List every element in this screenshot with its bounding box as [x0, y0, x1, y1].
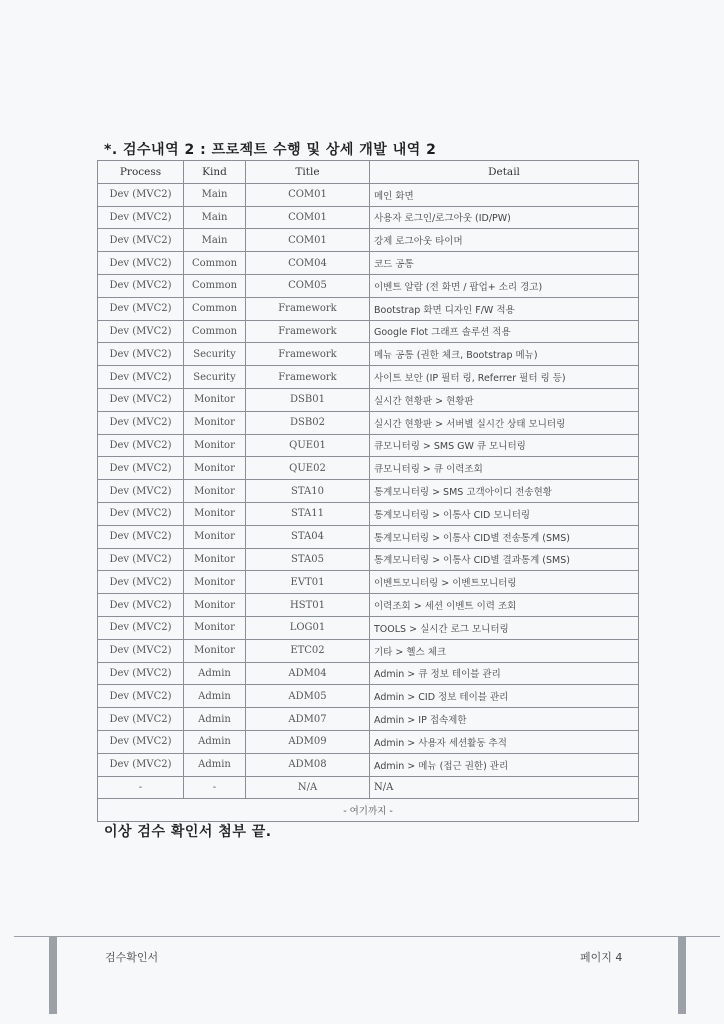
- table-row: [98, 183, 639, 206]
- cell-kind: Security: [184, 343, 246, 366]
- cell-kind: Monitor: [184, 616, 246, 639]
- cell-title: QUE01: [246, 434, 370, 457]
- cell-kind: Admin: [184, 730, 246, 753]
- cell-title: COM01: [246, 183, 370, 206]
- table-row: [98, 229, 639, 252]
- cell-detail: 사용자 로그인/로그아웃 (ID/PW): [370, 206, 639, 229]
- cell-kind: Security: [184, 366, 246, 389]
- cell-title: LOG01: [246, 616, 370, 639]
- cell-detail: 기타 > 헬스 체크: [370, 639, 639, 662]
- cell-title: DSB02: [246, 411, 370, 434]
- table-row: [98, 662, 639, 685]
- cell-detail: 메인 화면: [370, 183, 639, 206]
- table-row: [98, 548, 639, 571]
- end-note: - 여기까지 -: [98, 799, 639, 822]
- table-header-row: [98, 161, 639, 184]
- cell-process: Dev (MVC2): [98, 366, 184, 389]
- cell-kind: Main: [184, 183, 246, 206]
- cell-process: Dev (MVC2): [98, 457, 184, 480]
- cell-title: ADM05: [246, 685, 370, 708]
- table-row: [98, 411, 639, 434]
- cell-detail: 통계모니터링 > 이통사 CID별 결과통계 (SMS): [370, 548, 639, 571]
- cell-process: Dev (MVC2): [98, 320, 184, 343]
- cell-detail: 실시간 현황판 > 서버별 실시간 상태 모니터링: [370, 411, 639, 434]
- footer-document-name: 검수확인서: [105, 951, 159, 964]
- table-row: [98, 708, 639, 731]
- cell-process: Dev (MVC2): [98, 434, 184, 457]
- cell-title: ADM07: [246, 708, 370, 731]
- cell-kind: Common: [184, 274, 246, 297]
- cell-process: Dev (MVC2): [98, 274, 184, 297]
- cell-kind: Main: [184, 229, 246, 252]
- cell-kind: Admin: [184, 662, 246, 685]
- cell-detail: 큐모니터링 > SMS GW 큐 모니터링: [370, 434, 639, 457]
- cell-detail: TOOLS > 실시간 로그 모니터링: [370, 616, 639, 639]
- cell-title: COM05: [246, 274, 370, 297]
- cell-title: STA10: [246, 480, 370, 503]
- table-row: [98, 320, 639, 343]
- cell-process: Dev (MVC2): [98, 662, 184, 685]
- cell-title: ADM09: [246, 730, 370, 753]
- cell-process: Dev (MVC2): [98, 730, 184, 753]
- cell-process: Dev (MVC2): [98, 502, 184, 525]
- cell-detail: 강제 로그아웃 타이머: [370, 229, 639, 252]
- cell-title: ETC02: [246, 639, 370, 662]
- table-row: [98, 616, 639, 639]
- cell-kind: Monitor: [184, 594, 246, 617]
- section-title: *. 검수내역 2 : 프로젝트 수행 및 상세 개발 내역 2: [104, 142, 437, 158]
- cell-process: Dev (MVC2): [98, 685, 184, 708]
- cell-process: Dev (MVC2): [98, 343, 184, 366]
- header-kind: Kind: [184, 161, 246, 184]
- table-row: [98, 730, 639, 753]
- cell-title: QUE02: [246, 457, 370, 480]
- cell-title: EVT01: [246, 571, 370, 594]
- table-row: [98, 274, 639, 297]
- audit-detail-table: [97, 160, 639, 822]
- cell-kind: Monitor: [184, 457, 246, 480]
- cell-kind: Admin: [184, 685, 246, 708]
- cell-kind: Monitor: [184, 525, 246, 548]
- end-note-row: [98, 799, 639, 822]
- cell-process: Dev (MVC2): [98, 229, 184, 252]
- table-row: [98, 297, 639, 320]
- table-row: [98, 502, 639, 525]
- table-row: [98, 343, 639, 366]
- footer-right-bar: [678, 936, 686, 1014]
- table-row: [98, 206, 639, 229]
- table-row: [98, 639, 639, 662]
- cell-kind: Monitor: [184, 480, 246, 503]
- footer-page-number: 페이지 4: [580, 951, 623, 964]
- cell-process: Dev (MVC2): [98, 594, 184, 617]
- table-row: [98, 457, 639, 480]
- cell-detail: 이력조회 > 세션 이벤트 이력 조회: [370, 594, 639, 617]
- cell-kind: -: [184, 776, 246, 799]
- table-row: [98, 685, 639, 708]
- footer-divider: [14, 936, 720, 937]
- closing-statement: 이상 검수 확인서 첨부 끝.: [104, 824, 272, 840]
- cell-process: -: [98, 776, 184, 799]
- cell-process: Dev (MVC2): [98, 708, 184, 731]
- cell-detail: 실시간 현황판 > 현황판: [370, 388, 639, 411]
- table-row: [98, 594, 639, 617]
- table-row: [98, 753, 639, 776]
- cell-detail: Admin > 큐 정보 테이블 관리: [370, 662, 639, 685]
- table-row: [98, 252, 639, 275]
- cell-detail: Admin > IP 접속제한: [370, 708, 639, 731]
- table-row: [98, 366, 639, 389]
- cell-process: Dev (MVC2): [98, 616, 184, 639]
- cell-title: N/A: [246, 776, 370, 799]
- cell-kind: Common: [184, 320, 246, 343]
- table-row: [98, 434, 639, 457]
- cell-title: Framework: [246, 320, 370, 343]
- table-row: [98, 525, 639, 548]
- table-body: [98, 183, 639, 799]
- cell-kind: Monitor: [184, 548, 246, 571]
- cell-title: Framework: [246, 297, 370, 320]
- cell-detail: N/A: [370, 776, 639, 799]
- table-row: [98, 388, 639, 411]
- cell-detail: 코드 공통: [370, 252, 639, 275]
- cell-title: STA05: [246, 548, 370, 571]
- footer-left-bar: [49, 936, 57, 1014]
- cell-title: COM04: [246, 252, 370, 275]
- header-process: Process: [98, 161, 184, 184]
- cell-detail: Admin > 사용자 세션활동 추적: [370, 730, 639, 753]
- header-title: Title: [246, 161, 370, 184]
- table-row: [98, 571, 639, 594]
- cell-process: Dev (MVC2): [98, 571, 184, 594]
- cell-title: HST01: [246, 594, 370, 617]
- cell-process: Dev (MVC2): [98, 480, 184, 503]
- cell-detail: 사이트 보안 (IP 필터 링, Referrer 필터 링 등): [370, 366, 639, 389]
- cell-kind: Monitor: [184, 639, 246, 662]
- cell-kind: Monitor: [184, 411, 246, 434]
- cell-detail: Admin > 메뉴 (접근 권한) 관리: [370, 753, 639, 776]
- cell-kind: Monitor: [184, 388, 246, 411]
- cell-title: COM01: [246, 229, 370, 252]
- table-row: [98, 776, 639, 799]
- cell-detail: 이벤트모니터링 > 이벤트모니터링: [370, 571, 639, 594]
- cell-title: STA04: [246, 525, 370, 548]
- cell-kind: Common: [184, 252, 246, 275]
- cell-process: Dev (MVC2): [98, 525, 184, 548]
- cell-title: DSB01: [246, 388, 370, 411]
- cell-kind: Monitor: [184, 502, 246, 525]
- cell-detail: 통계모니터링 > 이통사 CID 모니터링: [370, 502, 639, 525]
- cell-title: Framework: [246, 343, 370, 366]
- header-detail: Detail: [370, 161, 639, 184]
- cell-detail: 이벤트 알람 (전 화면 / 팝업+ 소리 경고): [370, 274, 639, 297]
- cell-kind: Admin: [184, 708, 246, 731]
- cell-process: Dev (MVC2): [98, 411, 184, 434]
- cell-title: ADM04: [246, 662, 370, 685]
- cell-kind: Main: [184, 206, 246, 229]
- cell-detail: 통계모니터링 > SMS 고객아이디 전송현황: [370, 480, 639, 503]
- cell-detail: Google Flot 그래프 솔루션 적용: [370, 320, 639, 343]
- cell-process: Dev (MVC2): [98, 297, 184, 320]
- cell-title: COM01: [246, 206, 370, 229]
- cell-kind: Common: [184, 297, 246, 320]
- cell-process: Dev (MVC2): [98, 639, 184, 662]
- cell-kind: Admin: [184, 753, 246, 776]
- table-row: [98, 480, 639, 503]
- cell-process: Dev (MVC2): [98, 252, 184, 275]
- cell-title: STA11: [246, 502, 370, 525]
- cell-process: Dev (MVC2): [98, 388, 184, 411]
- cell-detail: 큐모니터링 > 큐 이력조회: [370, 457, 639, 480]
- cell-title: ADM08: [246, 753, 370, 776]
- cell-process: Dev (MVC2): [98, 753, 184, 776]
- cell-detail: Admin > CID 정보 테이블 관리: [370, 685, 639, 708]
- cell-process: Dev (MVC2): [98, 206, 184, 229]
- cell-detail: Bootstrap 화면 디자인 F/W 적용: [370, 297, 639, 320]
- cell-process: Dev (MVC2): [98, 548, 184, 571]
- cell-kind: Monitor: [184, 571, 246, 594]
- cell-title: Framework: [246, 366, 370, 389]
- cell-detail: 메뉴 공통 (권한 체크, Bootstrap 메뉴): [370, 343, 639, 366]
- cell-process: Dev (MVC2): [98, 183, 184, 206]
- cell-kind: Monitor: [184, 434, 246, 457]
- cell-detail: 통계모니터링 > 이통사 CID별 전송통계 (SMS): [370, 525, 639, 548]
